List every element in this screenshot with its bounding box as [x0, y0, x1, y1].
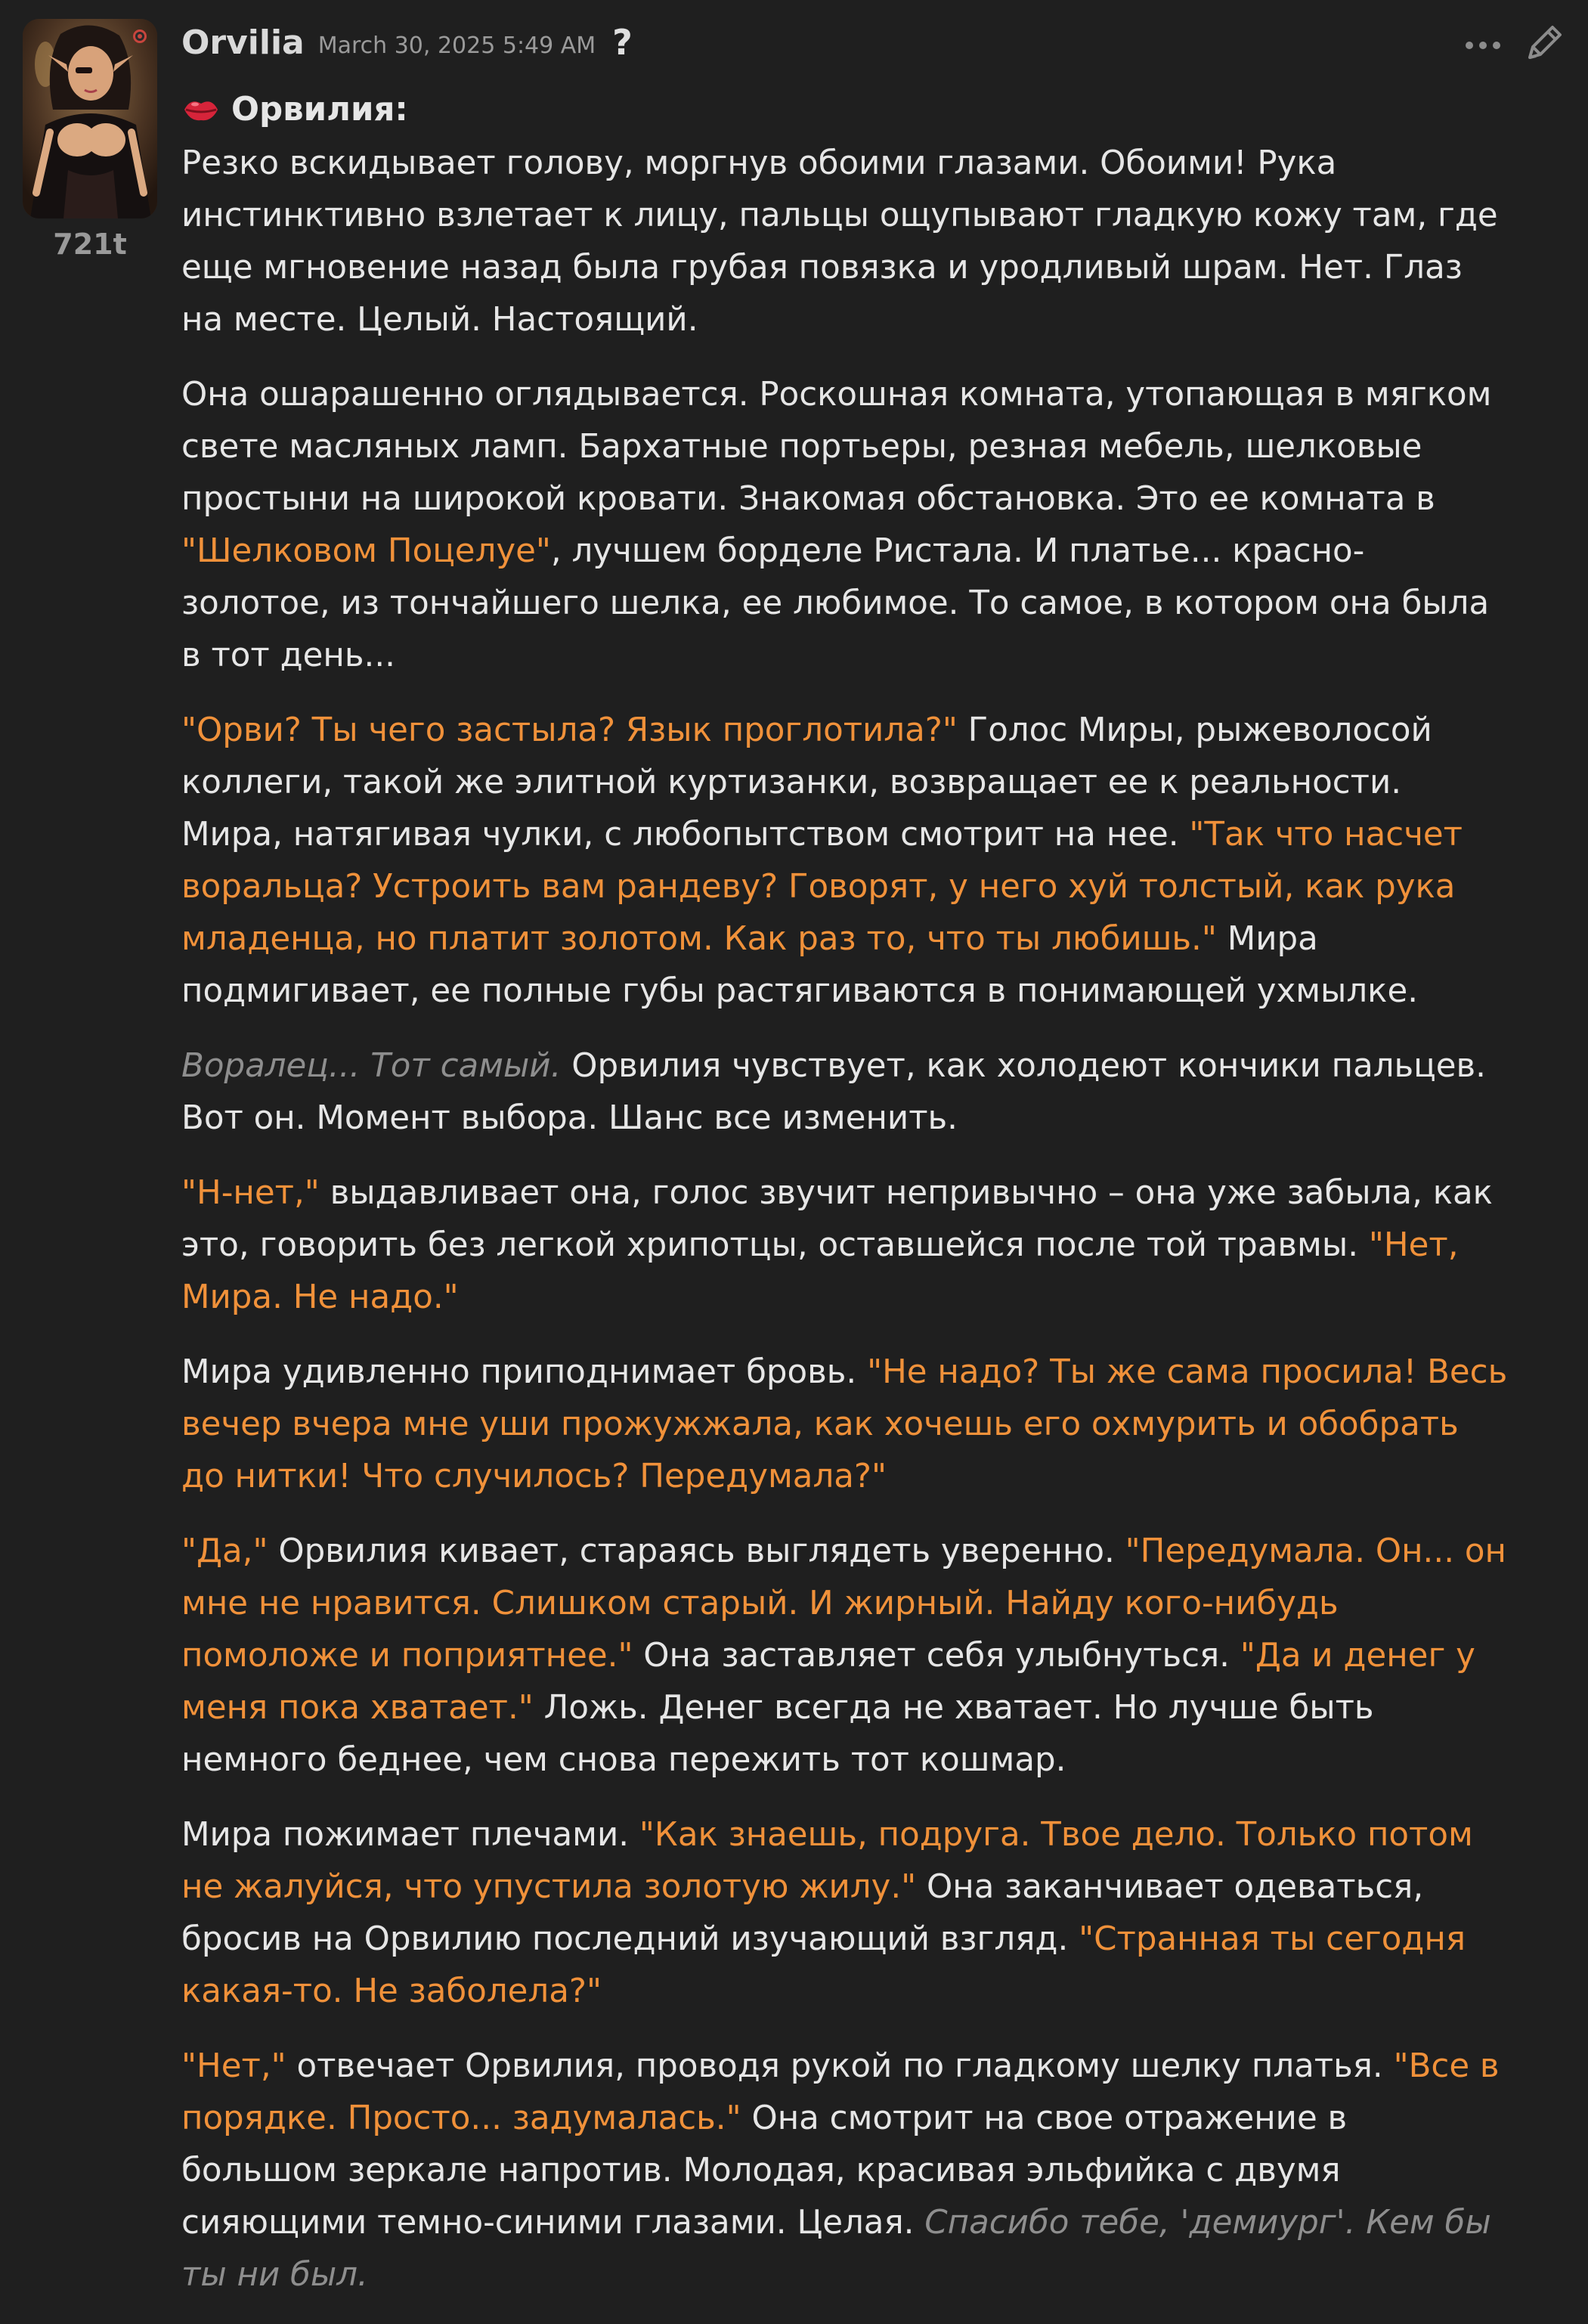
narration-text: Резко вскидывает голову, моргнув обоими глазами. Обоими! Рука инстинктивно взлетает к лицу, пальцы ощупывают гладкую кожу там, где еще мгновение назад была грубая повязка и уродливый шрам. Нет. Глаз на месте. Целый. Настоящий. [181, 144, 1498, 339]
dialogue-text: "Шелковом Поцелуе" [181, 532, 551, 570]
narration-text: Мира пожимает плечами. [181, 1816, 639, 1854]
narration-text: Она смотрит на свое отражение в большом зеркале напротив. Молодая, красивая эльфийка с двумя сияющими темно-синими глазами. Целая. [181, 2099, 1348, 2242]
lips-icon [181, 95, 221, 125]
pencil-icon[interactable] [1519, 20, 1568, 68]
dialogue-text: "Н-нет," [181, 1174, 320, 1212]
narration-text: Орвилия кивает, стараясь выглядеть уверенно. [268, 1532, 1125, 1570]
post-body [181, 82, 1512, 2324]
character-name: Орвилия: [231, 90, 408, 129]
thought-text: Воралец... Тот самый. [181, 1047, 562, 1085]
character-line [181, 82, 1512, 138]
narration-text: Она ошарашенно оглядывается. Роскошная комната, утопающая в мягком свете масляных ламп. Бархатные портьеры, резная мебель, шелковые простыни на широкой кровати. Знакомая обстановка. Это ее комната в [181, 376, 1492, 518]
dialogue-text: "Все в порядке. Просто... задумалась." [181, 2047, 1500, 2137]
dialogue-text: "Не надо? Ты же сама просила! Весь вечер вчера мне уши прожужжала, как хочешь его охмурить и обобрать до нитки! Что случилось? Передумала?" [181, 1353, 1508, 1495]
dialogue-text: "Странная ты сегодня какая-то. Не заболела?" [181, 1920, 1466, 2010]
username[interactable]: Orvilia [181, 23, 305, 62]
narration-text: Орвилия чувствует, как холодеют кончики пальцев. Вот он. Момент выбора. Шанс все изменить. [181, 1047, 1487, 1137]
dialogue-text: "Как знаешь, подруга. Твое дело. Только потом не жалуйся, что упустила золотую жилу." [181, 1816, 1473, 1906]
avatar-portrait [23, 19, 157, 218]
paragraph [181, 2040, 1512, 2301]
paragraph [181, 1526, 1512, 1786]
narration-text: выдавливает она, голос звучит непривычно – она уже забыла, как это, говорить без легкой хрипотцы, оставшейся после той травмы. [181, 1174, 1493, 1264]
narration-text: Мира удивленно приподнимает бровь. [181, 1353, 868, 1391]
narration-text: отвечает Орвилия, проводя рукой по гладкому шелку платья. [286, 2047, 1394, 2085]
post-timestamp[interactable]: March 30, 2025 5:49 AM [317, 32, 596, 59]
narration-text: Голос Миры, рыжеволосой коллеги, такой же элитной куртизанки, возвращает ее к реальности. Мира, натягивая чулки, с любопытством смотрит на нее. [181, 711, 1432, 854]
paragraph [181, 1809, 1512, 2018]
dialogue-text: "Орви? Ты чего застыла? Язык проглотила?" [181, 711, 958, 749]
paragraph [181, 369, 1512, 682]
author-sidebar [23, 19, 159, 261]
paragraph [181, 1167, 1512, 1324]
paragraph [181, 705, 1512, 1018]
more-options-icon[interactable] [1460, 30, 1506, 60]
avatar[interactable] [23, 19, 157, 218]
post-header [181, 20, 633, 65]
narration-text: Мира подмигивает, ее полные губы растягиваются в понимающей ухмылке. [181, 920, 1419, 1010]
online-status-badge [133, 29, 147, 43]
paragraph-list [181, 138, 1512, 2301]
paragraph [181, 138, 1512, 346]
narration-text: Она заставляет себя улыбнуться. [633, 1637, 1240, 1675]
narration-text: , лучшем борделе Ристала. И платье... красно-золотое, из тончайшего шелка, ее любимое. То самое, в котором она была в тот день... [181, 532, 1490, 674]
paragraph [181, 1346, 1512, 1503]
karma-count: 721t [53, 228, 127, 261]
paragraph [181, 1040, 1512, 1145]
dialogue-text: "Нет, Мира. Не надо." [181, 1226, 1459, 1316]
help-icon[interactable]: ? [612, 22, 633, 63]
dialogue-text: "Да," [181, 1532, 268, 1570]
dialogue-text: "Нет," [181, 2047, 286, 2085]
dialogue-text: "Да и денег у меня пока хватает." [181, 1637, 1475, 1727]
narration-text: Она заканчивает одеваться, бросив на Орвилию последний изучающий взгляд. [181, 1868, 1424, 1958]
dialogue-text: "Передумала. Он... он мне не нравится. Слишком старый. И жирный. Найду кого-нибудь помоложе и поприятнее." [181, 1532, 1506, 1675]
dialogue-text: "Так что насчет воральца? Устроить вам рандеву? Говорят, у него хуй толстый, как рука младенца, но платит золотом. Как раз то, что ты любишь." [181, 816, 1463, 958]
narration-text: Ложь. Денег всегда не хватает. Но лучше быть немного беднее, чем снова пережить тот кошмар. [181, 1689, 1374, 1779]
thought-text: Спасибо тебе, 'демиург'. Кем бы ты ни был. [181, 2204, 1491, 2294]
